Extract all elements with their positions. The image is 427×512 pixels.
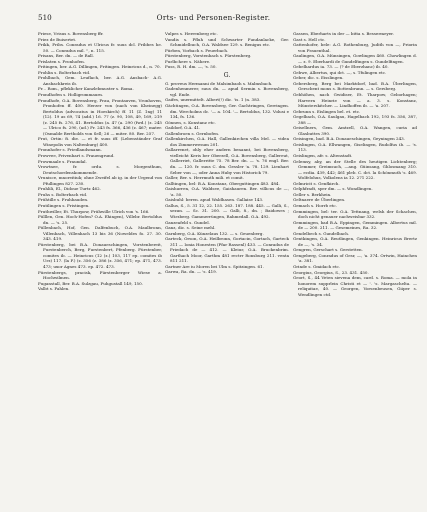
register-entry: Gaildorf, O.A. 41. xyxy=(165,125,201,131)
register-entry: Gemach s. Horrb etc. xyxy=(293,202,337,208)
register-entry: Galler, Ber. s. Herrmuth mili. et comit. xyxy=(165,175,244,181)
register-entry: Geort, S., 44 Veten sievena dem, card. s. Roma. — mola in honorem supprlein Christi et — '. 's. Margaschelta. — reliquitae, 40. — Georgen, Vorsenbeusen, Giiper s. Wendlingen ctd. xyxy=(293,275,417,297)
register-entry: Gönnen, s. Konstanz etc. xyxy=(165,119,216,125)
register-entry: Gemmingen, bad B.A. Eppingen, Gemmingen. Albertus mil. de — 200. 211. — Gesemeines, Ra. 32. xyxy=(293,219,417,231)
register-entry: Frikk, Fribs. Conradus et Ulricus fr. suus dcl. Fribbes he. 50. — Conradus mil. '', n. 115. xyxy=(38,42,162,53)
register-entry: G. proveus Hermanni de Malsimbaoh s. Malmsbach. xyxy=(165,80,273,86)
register-entry: Gebwe, Albertus, qui dct. —, s. Tfulingen etc. xyxy=(293,69,387,75)
register-entry: Geisingen, bad. B.A. Donaueschingen, Geyningen 243. xyxy=(293,136,406,142)
register-entry: Gallarrenet, ohly eher andern benannt, bei Bovensberg, vielleicht Keris ber Oberzell, O.A. Bovensberg, Gallereut, Gallerriet, Gallerritte 75. 78 Ber. dn. — 's. 76 engl. Ber. dn. — 120. fr. suus C. dm. Gessler 'a. 78. 129. Lienhart Seber von —, oder Anna Huby von Historick 79. xyxy=(165,147,289,175)
register-entry: Galltingen, bel: B.A. Konstanz, Oberguttingen 483. 484. xyxy=(165,180,280,186)
register-entry: Grinde s. Gmidach etc. xyxy=(293,263,341,269)
register-entry: Gebersberg, Berg bei Marktdorf, bad. B.A. Überlingen, Gerscbent mons s. Bottenbrunn. — s. Gersberg. xyxy=(293,80,417,92)
register-entry: Frisans, Ber. dn. — de Rall. xyxy=(38,53,95,59)
register-entry: Ganz, dic. s. Seine mehl. xyxy=(165,225,216,231)
register-entry: Gendelbech s. Gundelbach. xyxy=(293,230,350,236)
register-entry: Garwa, Ra. dn. — 's. 419. xyxy=(165,269,218,275)
register-entry: Gallenkirchen, O.A. Hall, Gallenkirchen villa Mel. — videa dos Zimmerwesum 201. xyxy=(165,136,289,147)
register-entry: Garnberg, O.A. Künzelaus 132. — s. Geuenberg. xyxy=(165,230,264,236)
register-entry: Valbt s. Fahlen. xyxy=(38,286,70,292)
register-entry: Gallenbroen s. Gernbofen. xyxy=(165,130,220,136)
page-header xyxy=(0,12,427,24)
register-entry: Gebrunn s. Eislingen bel. et. etc. xyxy=(293,108,361,114)
register-entry: Frondhofen s. Holligrommaurn. xyxy=(38,92,104,98)
register-entry: Fruhlili, El., Didoue Turtz 462. xyxy=(38,186,101,192)
register-entry: Frohlbach, Gem. Leuflach, ber. A.G. Ansbach- A.G. Ansbachkreis ib. xyxy=(38,75,162,86)
register-entry: Gaulingen, O.A. Münsingen, Gowlingen 460. Chowlingen d. — z. 9. Eberhardi de Gundelfingen s. Gundelfingen. xyxy=(293,53,417,64)
register-entry: Gelemsy, aby, an der Stelle des heutigen Lichtenberg; Gemmer, Greimsuch, —ang. Güinsang, Ghlosmang 310. — ecdia. 439, 442; 461 pleb. C. dct. la Schönmuth 's. 469. Wolfelohus, Volkolens ia 12. 271 222. xyxy=(293,158,417,181)
register-entry: Gaisbuhl: beren. apud Waldhasen. Gallaise 143. xyxy=(165,197,264,203)
register-entry: Fuss, R. H. dm. —, 's. 50. xyxy=(165,64,217,70)
register-entry: Gelmricit s. Genfkirch. xyxy=(293,180,340,186)
register-entry: Garteck, Orson, O.A. Heilbronn, Gortacin, Gortach, Garteck 311 — Ionia Honesten (Pfar Rassenl) 433. — Conradus de Friedach de — 412. — Kleiur, O.A. Bruckenbrim. Garthach Moor, Garthm 481 rectrr Ronsburg 211. venta 811 211. xyxy=(165,236,289,264)
register-entry: Fritingen, ber. A.G. Dillingen, Fritingen. Heinricus d., n. 70. xyxy=(38,64,161,70)
register-entry: Gächtingen, O.A. Bovensberg, Ger. Gachtringen, Gerringen. dm. Wercholms dc. '— a. 104. '— Bertoldus, 132. Volusi e 134, fs. 136. xyxy=(165,103,289,120)
register-entry: Geltnaere de Überlingen. xyxy=(293,197,346,203)
register-entry: Füllenbach, Hof, Gen. Dalfenbuch, O.A. Maulbronn, Villenbach, Villenhach 13 bis 36 (Noweldes fo. 27. 30. 343. 419. xyxy=(38,225,162,242)
register-entry: Frowvee, Frivenbart s. Frauengrund. xyxy=(38,153,115,159)
register-entry: Geisellners, Gem. Amtzell, O.A. Wangen, curia ad Glasbuttes 390. xyxy=(293,125,417,136)
register-entry: Gegelbach, O.A. Saulgau, Hagelbach 192, 193 fs. 356, 387, 388 — xyxy=(293,114,417,125)
register-entry: Friez de Buisertet. xyxy=(38,36,77,42)
register-entry: Vrunisce, mnoreitiuk; ohne Zweifel ab ig. in der Urgend von Pfullingen 827. 230. xyxy=(38,175,162,186)
register-entry: Fr... Rom., pfleklicher Kanzlebmuster s. Roma. xyxy=(38,86,134,92)
register-entry: Gattenhofer, bele: A.G. Rothenburg, Judith von —, Priorin von Frauenthal. xyxy=(293,42,417,53)
register-entry: Gallus, S., 5. 31 12, 22. 155. 263. 187. 188. 445. — Galli, S., sezun. — Sc. 31. 200. — Galli, 8., dn. ; Baidowes ; Wirzberg. Gammerrüngen, Rahmedall. O.A. 492. xyxy=(165,202,289,219)
page-number: 510 xyxy=(38,13,52,22)
register-entry: Frohlin s. Bolterbach vid. xyxy=(38,69,91,75)
register-column-3 xyxy=(293,31,417,297)
register-entry: Frühtille s. Fruhbauden. xyxy=(38,197,89,203)
register-entry: Fürstenberg, bei B.A. Donaueschingen, Vorstenbereit, Furstenberch, Berg, Furstenbert, Pfenberg. Fürstenber, comites ib. — Heinricus (12 (z.) 103, 117 ep. comites ib Urz) 117. (la F.) (z. 356 (z. 386 (z. 356, 471; ep. 471, 473. 473; uxor Agnes 473. ep. 472. 473. xyxy=(38,241,162,269)
register-entry: Gengren, Gerschart s. Gerstetten. xyxy=(293,247,363,253)
register-entry: Frut, Ortin: fi. die. — et fr. suus iff. (Lebenständer Graf Winepolis von Naltenburg) 400. xyxy=(38,136,162,147)
register-entry: Furlbchere s. Nähere. xyxy=(165,58,211,64)
register-entry: Gebelhardus ia. 73. — (? de Eberzhanc) ib. 40. xyxy=(293,64,389,70)
section-letter: G. xyxy=(223,71,231,79)
register-entry: Gartner Are iu Moren bei Ulm s. Spitzingen. 61. xyxy=(165,263,264,269)
register-entry: Vrowtnee, fr. ordu. s. Morgenthum, Deutschordenskommende. xyxy=(38,164,162,175)
register-entry: Georgius, Georgius, S., 23. 431. 450. xyxy=(293,269,369,275)
register-entry: Fürstenbergs, pracisk, Fürstenberger Wiese a. Hochwilmen. xyxy=(38,269,162,281)
register-entry: Gebhöhen, nach Gwidiser, Et. Tharpow, Geborhagen; Harvern Heinrie von — a. 3. s. Konstanz, Münsterskitcher. — Lindhoffen ib. — 'a. 207. xyxy=(293,92,417,109)
register-entry: Gentkingen, O.A. Reutlingen, Genkingen. Heinricus Brertz de —, 's. 34. xyxy=(293,236,417,247)
register-entry: Fürben, Vorbach s. Feuerbach. xyxy=(165,47,229,53)
register-entry: Fürstenberg, Vorstenbach s. Fürstenberg. xyxy=(165,53,252,59)
register-entry: Gaifes, unermittelt. Albert(!) dic. 'is. 1 (n. 383. xyxy=(165,97,261,103)
register-entry: Fuganstall, Ber. B.A. Sulzgau, Fuhgustall 149, 150. xyxy=(38,280,143,286)
register-entry: Gassen, Eberharts in der — bitta s. Bessermeyer. xyxy=(293,31,394,36)
register-entry: Gadenhenmerer, suus dn. — apud Sermin s. Bovensberg, vgl. Ende. xyxy=(165,86,289,97)
register-entry: Gengeberg, Conradus of Gesr, —, 'a. 374. Ortwin, Hainchen 'a. 381. xyxy=(293,252,417,264)
register-entry: Geller s. Berkhein. xyxy=(293,191,332,197)
register-entry: Fronnhofer s. Friedlandsmann. xyxy=(38,147,102,153)
register-entry: Frowmaale s. Fraundal. xyxy=(38,158,87,164)
page-title: Orts- und Personen-Register. xyxy=(156,13,271,22)
register-entry: Geber, dic. s. Eisslingen. xyxy=(293,75,344,81)
register-entry: Gemmingen, bel: ter. O.A. Tettnang, welsh der Schachen, doch nicht genauer nachweisbar 332. xyxy=(293,208,417,220)
register-entry: Geislingen, afr. s. Altenstadt. xyxy=(293,153,353,159)
register-entry: Gelphfradt, sper dm. — s. Wondlingen. xyxy=(293,186,373,192)
register-entry: Frondhofe, O.A. Bovensberg, Frau, Frontauven, Vronhoven, Fronhofen ff. 400. Herzer von (nach von Kheinegg) Bertoldus (advocatus in Hoeskirch) ff. 11 (Z. 1ng) 11 (12). 19 as 69, 74 (add.) 16. 77 (z. 90, 108, 49, 169, 219 (z. 245 fs. 276, 41. Bertoldus (a. 47 (a. 290 (fwd.) (z. 245 — Ulrico fs. 290, (ad.) Fr. 243 fs. 366, 436 (z. 467; mater. (Osmalde Bertholds von Sell; 26 — miter. 80. Ber. 257. xyxy=(38,97,162,136)
register-entry: Friese, Vrisus s. Bovensberg ffr. xyxy=(38,31,104,36)
register-column-1 xyxy=(38,31,162,292)
register-entry: Fruthwiller, Et. Thurpow, Frühwille Ulrich von 's. 166. xyxy=(38,208,150,214)
register-entry: Fruhs s. Bolterbach vid. xyxy=(38,191,88,197)
register-column-2 xyxy=(165,31,289,275)
register-entry: Vundis s. Pfluh und Schwarter Fundanlacke, Ger. Schmidelbuch, O.A. Waldsee 129. s. Benigus etc. xyxy=(165,36,289,48)
register-entry: Frislaten s. Fronhofen. xyxy=(38,58,85,64)
register-entry: Frutilingen s. Fristingen. xyxy=(38,202,90,208)
register-entry: Vulpes s. Herrenberg etc. xyxy=(165,31,218,36)
register-entry: Geislingen, O.A. Ellwangen, Giselingen, Rudolfus ib. — 's. 113. xyxy=(293,141,417,153)
register-entry: Fülllen, Gen. Hoch-Hofen? O.A. Ehingen), Villebr. Bertoldus dn. — 's. 25. xyxy=(38,214,162,225)
register-entry: Gast s. Hell ctc. xyxy=(293,36,326,42)
register-entry: Ganzeafeld s. Gundel. xyxy=(165,219,210,225)
register-entry: Gaishurren, O.A. Waldsee, Gaishauren. Ber. villicus de —, 'a. 50. xyxy=(165,186,289,197)
